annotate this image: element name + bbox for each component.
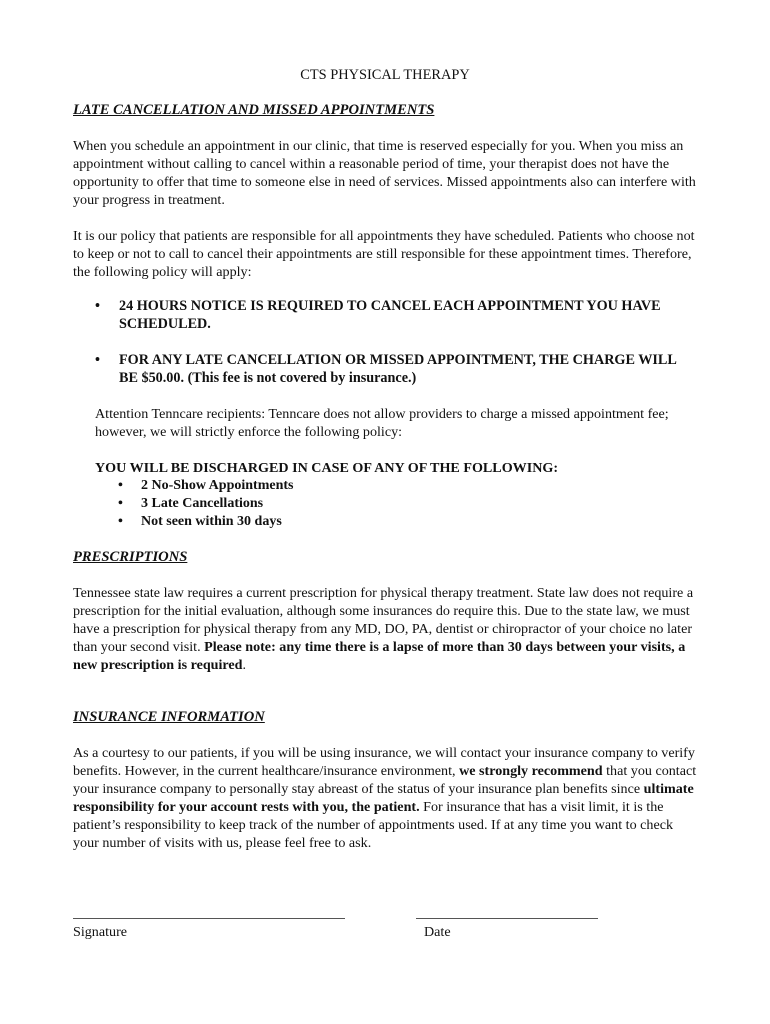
insurance-text-2: that you contact your insurance company to personally stay abreast of the status of your insurance plan benefits since xyxy=(73,763,697,797)
signature-line[interactable] xyxy=(73,918,345,919)
discharge-item xyxy=(118,495,263,513)
paragraph-prescriptions xyxy=(73,584,701,674)
bullet-icon: • xyxy=(118,514,123,529)
bullet-icon: • xyxy=(118,478,123,493)
signature-label: Signature xyxy=(73,924,128,940)
bullet-icon: • xyxy=(95,298,100,314)
prescription-note: Please note: any time there is a lapse of more than 30 days between your visits, a new prescription is required xyxy=(73,639,686,673)
discharge-item-text: Not seen within 30 days xyxy=(141,514,282,529)
insurance-text-3: For insurance that has a visit limit, it is the patient’s responsibility to keep track of the number of appointments used. If at any time you want to check your number of visits with us, please feel free to ask. xyxy=(73,799,674,851)
discharge-heading: YOU WILL BE DISCHARGED IN CASE OF ANY OF THE FOLLOWING: xyxy=(95,460,559,476)
paragraph-insurance xyxy=(73,744,701,852)
bullet-notice xyxy=(95,297,695,333)
date-label: Date xyxy=(424,924,451,940)
date-line[interactable] xyxy=(416,918,598,919)
document-title: CTS PHYSICAL THERAPY xyxy=(300,67,470,83)
bullet-icon: • xyxy=(95,352,100,368)
paragraph-policy: It is our policy that patients are responsible for all appointments they have scheduled. Patients who choose not to keep or not to call to cancel their appointments are still responsible for these appointment times. Therefore, the following policy will apply: xyxy=(73,228,695,280)
insurance-text-1: As a courtesy to our patients, if you will be using insurance, we will contact your insurance company to verify benefits. However, in the current healthcare/insurance environment, xyxy=(73,745,695,779)
section-heading-cancellation: LATE CANCELLATION AND MISSED APPOINTMENTS xyxy=(73,102,435,118)
section-heading-prescriptions: PRESCRIPTIONS xyxy=(73,549,188,565)
bullet-charge xyxy=(95,351,695,387)
paragraph-reservation: When you schedule an appointment in our clinic, that time is reserved especially for you. When you miss an appointment without calling to cancel within a reasonable period of time, your therapist does not have the opportunity to offer that time to someone else in need of services. Missed appointments also can interfere with your progress in treatment. xyxy=(73,138,696,208)
discharge-item-text: 2 No-Show Appointments xyxy=(141,478,294,493)
section-heading-insurance: INSURANCE INFORMATION xyxy=(73,709,265,725)
prescription-text: Tennessee state law requires a current prescription for physical therapy treatment. State law does not require a prescription for the initial evaluation, although some insurances do require this. Due to the state law, we must have a prescription for physical therapy from any MD, DO, PA, dentist or chiropractor of your choice no later than your second visit. xyxy=(73,585,694,655)
insurance-recommend: we strongly recommend xyxy=(459,763,603,779)
discharge-item xyxy=(118,513,282,531)
discharge-item-text: 3 Late Cancellations xyxy=(141,496,264,511)
discharge-item xyxy=(118,477,293,495)
bullet-icon: • xyxy=(118,496,123,511)
bullet-charge-text: FOR ANY LATE CANCELLATION OR MISSED APPOINTMENT, THE CHARGE WILL BE $50.00. (This fee is not covered by insurance.) xyxy=(119,352,677,386)
prescription-end: . xyxy=(242,657,247,673)
insurance-responsibility: ultimate responsibility for your account rests with you, the patient. xyxy=(73,781,694,815)
bullet-notice-text: 24 HOURS NOTICE IS REQUIRED TO CANCEL EACH APPOINTMENT YOU HAVE SCHEDULED. xyxy=(119,298,661,332)
paragraph-tenncare: Attention Tenncare recipients: Tenncare does not allow providers to charge a missed appointment fee; however, we will strictly enforce the following policy: xyxy=(95,406,669,440)
